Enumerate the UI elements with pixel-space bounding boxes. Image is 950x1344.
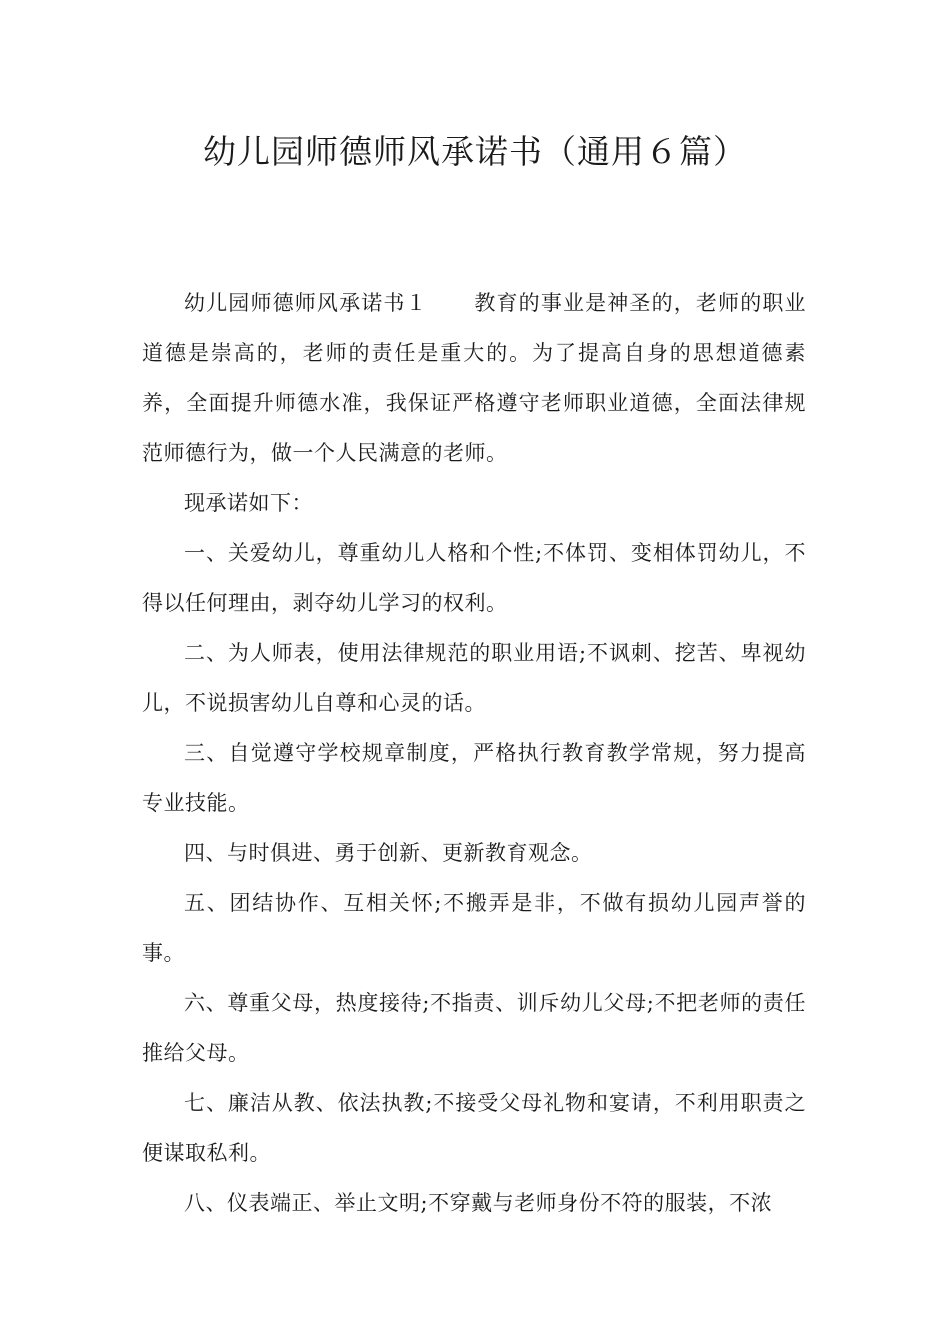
paragraph-commitment-intro: 现承诺如下： bbox=[184, 491, 313, 515]
paragraph-item-1: 一、关爱幼儿，尊重幼儿人格和个性;不体罚、变相体罚幼儿，不得以任何理由，剥夺幼儿学习的权利。 bbox=[142, 541, 806, 615]
paragraph-item-5: 五、团结协作、互相关怀;不搬弄是非，不做有损幼儿园声誉的事。 bbox=[142, 891, 806, 965]
document-body bbox=[142, 278, 806, 1228]
intro-heading: 幼儿园师德师风承诺书１ bbox=[184, 291, 428, 315]
paragraph-item-4: 四、与时俱进、勇于创新、更新教育观念。 bbox=[184, 841, 593, 865]
intro-text: 教育的事业是神圣的，老师的职业道德是崇高的，老师的责任是重大的。为了提高自身的思想道德素养，全面提升师德水准，我保证严格遵守老师职业道德，全面法律规范师德行为，做一个人民满意的老师。 bbox=[142, 291, 807, 465]
document-title: 幼儿园师德师风承诺书（通用６篇） bbox=[203, 132, 747, 171]
intro-paragraph bbox=[142, 278, 806, 478]
paragraph-item-6: 六、尊重父母，热度接待;不指责、训斥幼儿父母;不把老师的责任推给父母。 bbox=[142, 991, 806, 1065]
paragraph-item-7: 七、廉洁从教、依法执教;不接受父母礼物和宴请，不利用职责之便谋取私利。 bbox=[142, 1091, 806, 1165]
paragraph-item-8: 八、仪表端正、举止文明;不穿戴与老师身份不符的服装，不浓 bbox=[184, 1191, 773, 1215]
paragraph-item-3: 三、自觉遵守学校规章制度，严格执行教育教学常规，努力提高专业技能。 bbox=[142, 741, 806, 815]
paragraph-item-2: 二、为人师表，使用法律规范的职业用语;不讽刺、挖苦、卑视幼儿，不说损害幼儿自尊和心灵的话。 bbox=[142, 641, 806, 715]
